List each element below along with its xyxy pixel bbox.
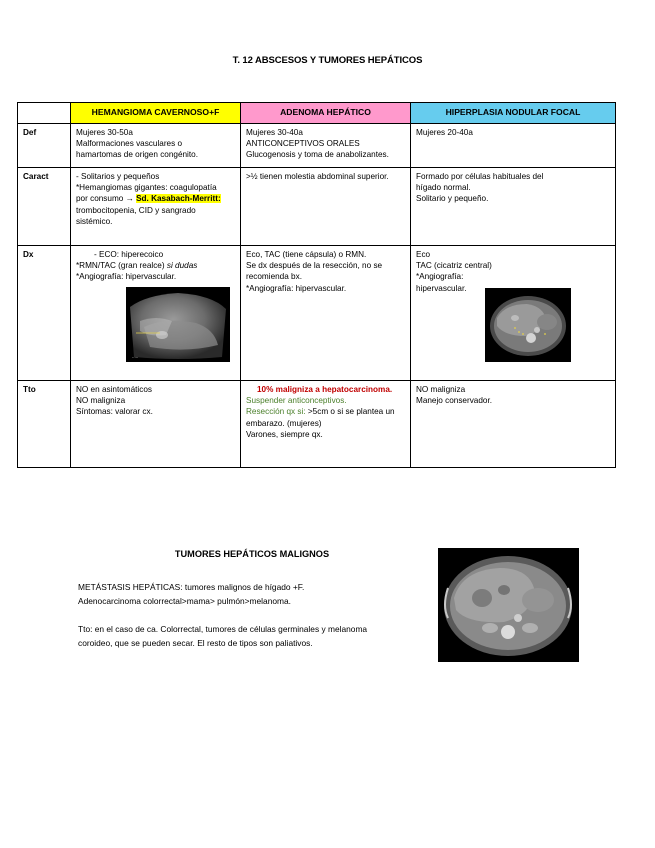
table-row	[18, 168, 616, 246]
caract-adenoma: >½ tienen molestia abdominal superior.	[241, 168, 411, 246]
table-row	[18, 246, 616, 381]
header-hiperplasia: HIPERPLASIA NODULAR FOCAL	[411, 103, 616, 124]
row-label-def: Def	[18, 124, 71, 168]
header-empty	[18, 103, 71, 124]
tto-hemangioma: NO en asintomáticos NO maligniza Síntomas: valorar cx.	[71, 381, 241, 468]
dx-adenoma: Eco, TAC (tiene cápsula) o RMN. Se dx después de la resección, no se recomienda bx. *Angiografía: hipervascular.	[241, 246, 411, 381]
table-header-row	[18, 103, 616, 124]
tto-adenoma: 10% maligniza a hepatocarcinoma. Suspender anticonceptivos. Resección qx si: >5cm o si se plantea un embarazo. (mujeres) Varones, siempre qx.	[241, 381, 411, 468]
ct-scan-image	[485, 288, 571, 365]
header-hemangioma: HEMANGIOMA CAVERNOSO+F	[71, 103, 241, 124]
row-label-tto: Tto	[18, 381, 71, 468]
tto-paragraph: Tto: en el caso de ca. Colorrectal, tumores de células germinales y melanoma coroideo, que se pueden secar. El resto de tipos son paliativos.	[78, 624, 368, 648]
section-title-malignos: TUMORES HEPÁTICOS MALIGNOS	[174, 549, 330, 559]
ct-scan-image	[438, 548, 579, 662]
metastasis-paragraph: METÁSTASIS HEPÁTICAS: tumores malignos de hígado +F. Adenocarcinoma colorrectal>mama> pulmón>melanoma.	[78, 582, 305, 606]
def-hiperplasia: Mujeres 20-40a	[411, 124, 616, 168]
svg-text:·····: ·····	[132, 354, 139, 360]
header-adenoma: ADENOMA HEPÁTICO	[241, 103, 411, 124]
kasabach-merritt-highlight: Sd. Kasabach-Merritt:	[136, 194, 221, 204]
tto-hiperplasia: NO maligniza Manejo conservador.	[411, 381, 616, 468]
ultrasound-image	[126, 287, 235, 365]
def-hemangioma: Mujeres 30-50a Malformaciones vasculares o hamartomas de origen congénito.	[71, 124, 241, 168]
caract-hiperplasia: Formado por células habituales del hígado normal. Solitario y pequeño.	[411, 168, 616, 246]
page-title: T. 12 ABSCESOS Y TUMORES HEPÁTICOS	[232, 55, 423, 66]
dx-hemangioma: - ECO: hiperecoico *RMN/TAC (gran realce) si dudas *Angiografía: hipervascular. ·····	[71, 246, 241, 381]
malignos-text	[78, 580, 428, 664]
table-row	[18, 124, 616, 168]
row-label-dx: Dx	[18, 246, 71, 381]
def-adenoma: Mujeres 30-40a ANTICONCEPTIVOS ORALES Glucogenosis y toma de anabolizantes.	[241, 124, 411, 168]
dx-hiperplasia: Eco TAC (cicatriz central) *Angiografía: hipervascular.	[411, 246, 616, 381]
table-row	[18, 381, 616, 468]
comparison-table	[17, 102, 616, 468]
caract-hemangioma: - Solitarios y pequeños *Hemangiomas gigantes: coagulopatía por consumo → Sd. Kasabach-Merritt: trombocitopenia, CID y sangrado sistémico.	[71, 168, 241, 246]
row-label-caract: Caract	[18, 168, 71, 246]
